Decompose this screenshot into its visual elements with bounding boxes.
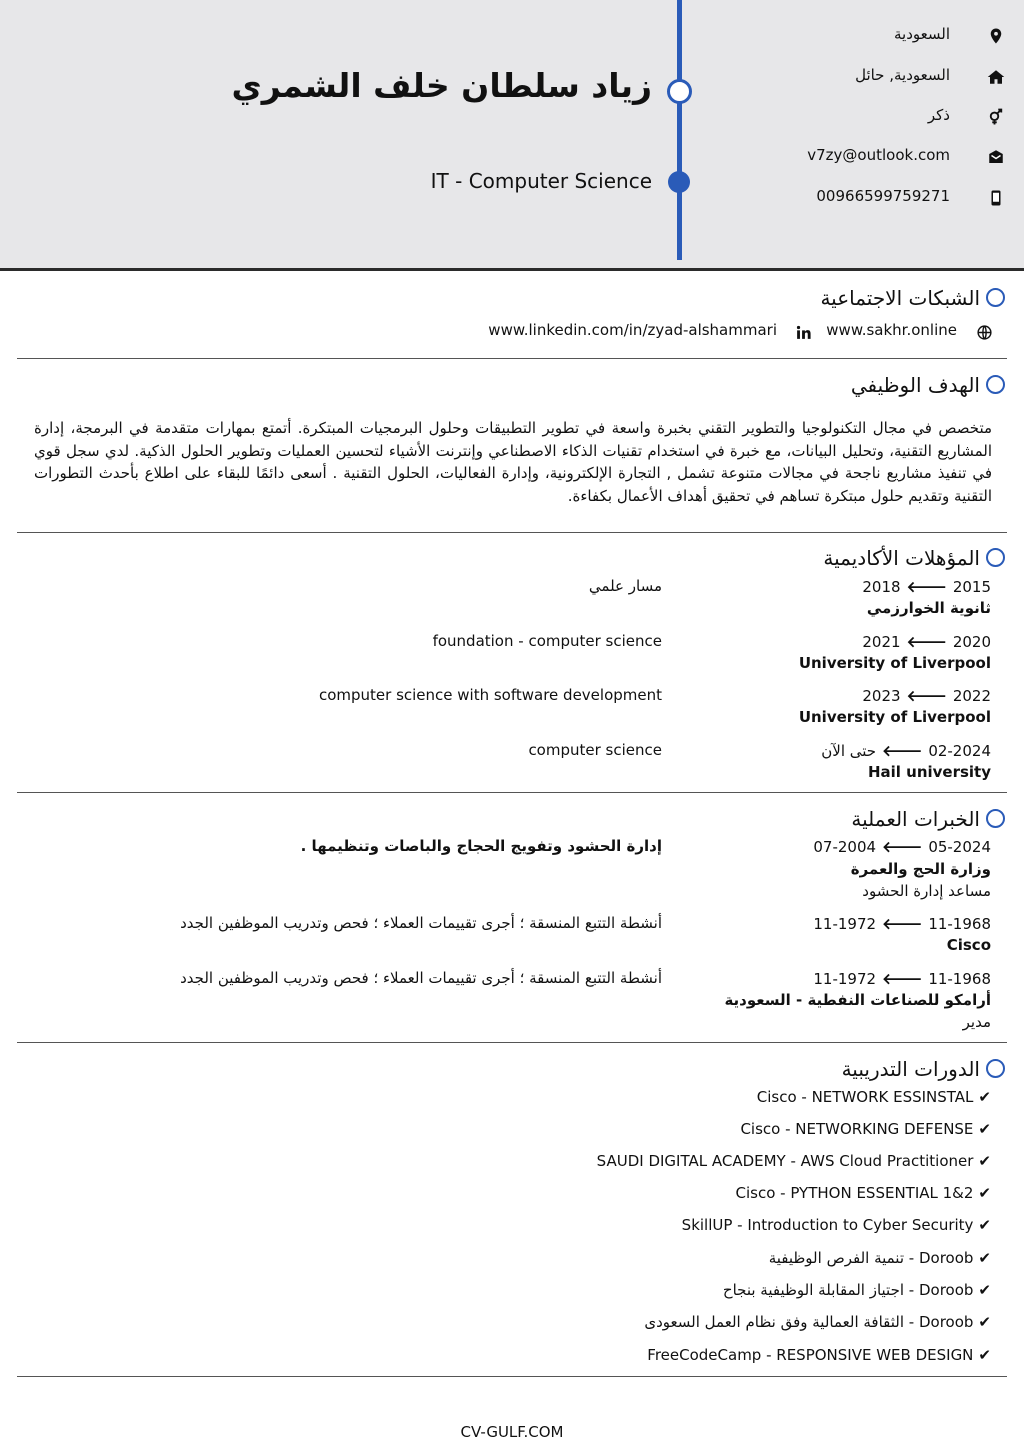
list-item: ✔Cisco - PYTHON ESSENTIAL 1&2 [735, 1184, 991, 1202]
education-dates: 2020🡐2021 [862, 633, 991, 651]
check-icon: ✔ [978, 1249, 991, 1267]
check-icon: ✔ [978, 1313, 991, 1331]
list-item: ✔Doroob - تنمية الفرص الوظيفية [768, 1249, 991, 1267]
email-icon [985, 146, 1007, 168]
divider [17, 1042, 1007, 1043]
arrow-left-icon: 🡐 [906, 578, 947, 596]
person-name: زياد سلطان خلف الشمري [231, 66, 652, 105]
linkedin-link[interactable]: www.linkedin.com/in/zyad-alshammari [488, 321, 777, 339]
courses-section-title: الدورات التدريبية [841, 1057, 980, 1081]
timeline-dot [668, 171, 690, 193]
section-marker [986, 288, 1005, 307]
section-marker [986, 548, 1005, 567]
education-institution: University of Liverpool [798, 654, 991, 672]
objective-text: متخصص في مجال التكنولوجيا والتطوير التقني بخبرة واسعة في تطوير التطبيقات وحلول البرمجيات المبتكرة. أتمتع بمهارات متقدمة في البرمجة، إدارة المشاريع التقنية، وتحليل البيانات، مع خبرة في استخدام تقنيات الذكاء الاصطناعي وإنترنت الأشياء لتحسين العمليات وتطوير الحلول الذكية. لدي سجل قوي في تنفيذ مشاريع ناجحة في مجالات متنوعة تشمل , التجارة الإلكترونية، وإدارة الفعاليات، الحلول التقنية . أسعى دائمًا للبقاء على اطلاع بأحدث التطورات التقنية وتقديم حلول مبتكرة تساهم في تحقيق أهداف الأعمال بكفاءة. [34, 419, 992, 505]
arrow-left-icon: 🡐 [882, 838, 923, 856]
contact-gender: ذكر [927, 106, 950, 124]
arrow-left-icon: 🡐 [882, 742, 923, 760]
education-field: foundation - computer science [432, 632, 662, 650]
social-section-title: الشبكات الاجتماعية [820, 286, 980, 310]
footer-brand[interactable]: CV-GULF.COM [460, 1423, 564, 1441]
education-institution: Hail university [867, 763, 991, 781]
arrow-left-icon: 🡐 [882, 970, 923, 988]
experience-description: إدارة الحشود وتفويج الحجاج والباصات وتنظيمها . [300, 837, 662, 855]
mobile-phone-icon [985, 187, 1007, 209]
experience-dates: 05-2024🡐07-2004 [813, 838, 991, 856]
list-item: ✔SAUDI DIGITAL ACADEMY - AWS Cloud Practitioner [596, 1152, 991, 1170]
check-icon: ✔ [978, 1216, 991, 1234]
home-icon [985, 66, 1007, 88]
contact-email[interactable]: v7zy@outlook.com [807, 146, 950, 164]
section-marker [986, 809, 1005, 828]
check-icon: ✔ [978, 1120, 991, 1138]
list-item: ✔FreeCodeCamp - RESPONSIVE WEB DESIGN [647, 1346, 991, 1364]
experience-dates: 11-1968🡐11-1972 [813, 970, 991, 988]
timeline-line [677, 0, 682, 260]
timeline-ring [667, 79, 692, 104]
education-field: computer science [528, 741, 662, 759]
contact-city: السعودية, حائل [855, 66, 950, 84]
contact-country: السعودية [893, 25, 950, 43]
education-field: مسار علمي [588, 577, 662, 595]
education-institution: ثانوية الخوارزمي [866, 599, 991, 617]
check-icon: ✔ [978, 1184, 991, 1202]
experience-employer: أرامكو للصناعات النفطية - السعودية [724, 991, 991, 1009]
map-pin-icon [985, 25, 1007, 47]
section-marker [986, 1059, 1005, 1078]
list-item: ✔SkillUP - Introduction to Cyber Security [681, 1216, 991, 1234]
arrow-left-icon: 🡐 [906, 633, 947, 651]
experience-employer: وزارة الحج والعمرة [850, 860, 991, 878]
section-marker [986, 375, 1005, 394]
education-field: computer science with software development [318, 686, 662, 704]
check-icon: ✔ [978, 1152, 991, 1170]
list-item: ✔Doroob - الثقافة العمالية وفق نظام العمل السعودى [644, 1313, 991, 1331]
experience-dates: 11-1968🡐11-1972 [813, 915, 991, 933]
education-institution: University of Liverpool [798, 708, 991, 726]
experience-role: مساعد إدارة الحشود [862, 882, 991, 900]
education-dates: 02-2024🡐حتى الآن [821, 742, 991, 760]
arrow-left-icon: 🡐 [882, 915, 923, 933]
objective-section-title: الهدف الوظيفي [850, 373, 980, 397]
header [0, 0, 1024, 271]
divider [17, 1376, 1007, 1377]
globe-icon [974, 322, 994, 342]
education-dates: 2015🡐2018 [862, 578, 991, 596]
list-item: ✔Cisco - NETWORK ESSINSTAL [756, 1088, 991, 1106]
website-link[interactable]: www.sakhr.online [826, 321, 957, 339]
linkedin-icon [793, 322, 813, 342]
list-item: ✔Doroob - اجتياز المقابلة الوظيفية بنجاح [722, 1281, 991, 1299]
check-icon: ✔ [978, 1281, 991, 1299]
contact-phone[interactable]: 00966599759271 [816, 187, 950, 205]
divider [17, 792, 1007, 793]
check-icon: ✔ [978, 1346, 991, 1364]
job-title: IT - Computer Science [430, 169, 652, 193]
experience-description: أنشطة التتبع المنسقة ؛ أجرى تقييمات العملاء ؛ فحص وتدريب الموظفين الجدد [180, 969, 662, 987]
list-item: ✔Cisco - NETWORKING DEFENSE [740, 1120, 991, 1138]
divider [17, 358, 1007, 359]
divider [17, 532, 1007, 533]
experience-section-title: الخبرات العملية [851, 807, 980, 831]
education-section-title: المؤهلات الأكاديمية [823, 546, 980, 570]
check-icon: ✔ [978, 1088, 991, 1106]
experience-employer: Cisco [946, 936, 991, 954]
experience-description: أنشطة التتبع المنسقة ؛ أجرى تقييمات العملاء ؛ فحص وتدريب الموظفين الجدد [180, 914, 662, 932]
experience-role: مدير [962, 1013, 991, 1031]
education-dates: 2022🡐2023 [862, 687, 991, 705]
arrow-left-icon: 🡐 [906, 687, 947, 705]
gender-icon [985, 106, 1007, 128]
